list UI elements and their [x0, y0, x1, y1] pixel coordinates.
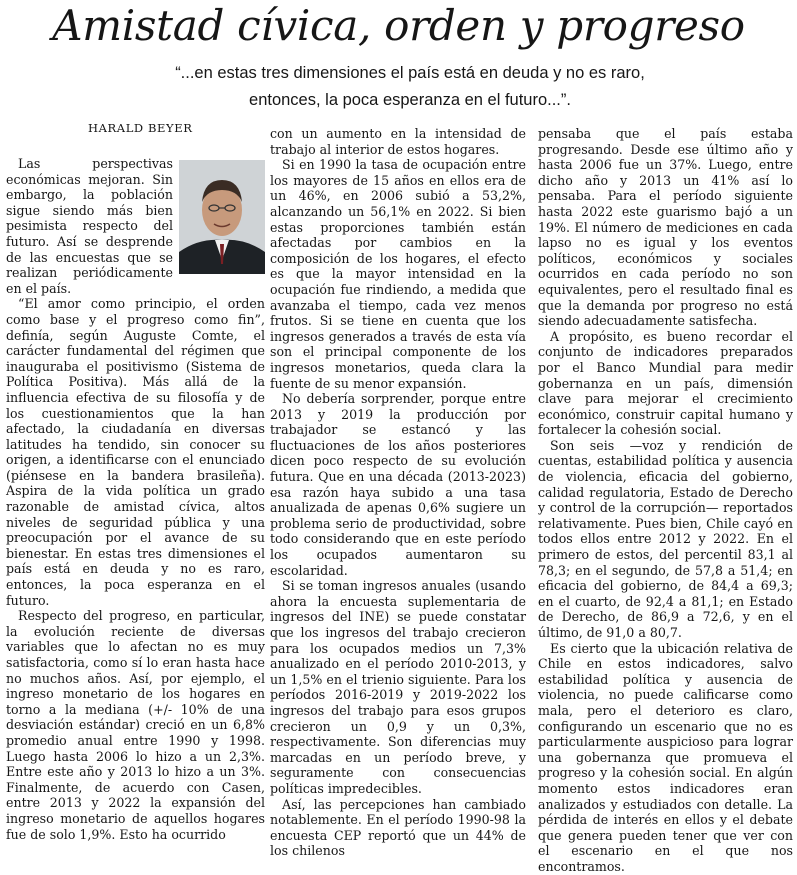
- author-byline: HARALD BEYER: [88, 121, 193, 135]
- paragraph: No debería sorprender, porque entre 2013 y 2019 la producción por trabajador se estancó y las fluctuaciones de los años posteriores dicen poco respecto de su evolución futura. Que en una década (2013-2023) esa razón haya subido a una tasa anualizada de apenas 0,6% sugiere un problema serio de productividad, sobre todo considerando que en este período los ocupados aumentaron su escolaridad.: [270, 391, 526, 578]
- author-photo: [179, 160, 265, 274]
- article-deck-quote: “...en estas tres dimensiones el país está en deuda y no es raro, entonces, la poca esperanza en el futuro...”.: [175, 64, 645, 109]
- paragraph: Es cierto que la ubicación relativa de Chile en estos indicadores, salvo estabilidad política y ausencia de violencia, no puede calificarse como mala, pero el deterioro es claro, configurando un escenario que no es particularmente auspicioso para lograr una gobernanza que promueva el progreso y la cohesión social. En algún momento estos indicadores eran analizados y estudiados con detalle. La pérdida de interés en ellos y el debate que genera pueden tener que ver con el escenario en el que nos encontramos.: [538, 640, 793, 874]
- article-column-1: [6, 156, 265, 842]
- paragraph: Respecto del progreso, en particular, la evolución reciente de diversas variables que lo afectan no es muy satisfactoria, como sí lo eran hasta hace no muchos años. Así, por ejemplo, el ingreso monetario de los hogares en torno a la mediana (+/- 10% de una desviación estándar) creció en un 6,8% promedio anual entre 1990 y 1998. Luego hasta 2006 lo hizo a un 2,3%. Entre este año y 2013 lo hizo a un 3%. Finalmente, de acuerdo con Casen, entre 2013 y 2022 la expansión del ingreso monetario de aquellos hogares fue de solo 1,9%. Esto ha ocurrido: [6, 608, 265, 842]
- article-column-2: [270, 126, 526, 859]
- article-column-3: [538, 126, 793, 875]
- article-title: Amistad cívica, orden y progreso: [52, 1, 745, 50]
- paragraph: con un aumento en la intensidad de trabajo al interior de estos hogares.: [270, 126, 526, 157]
- paragraph: A propósito, es bueno recordar el conjunto de indicadores preparados por el Banco Mundial para medir gobernanza en un país, dimensión clave para mejorar el crecimiento económico, construir capital humano y fortalecer la cohesión social.: [538, 328, 793, 438]
- paragraph: Así, las percepciones han cambiado notablemente. En el período 1990-98 la encuesta CEP reportó que un 44% de los chilenos: [270, 796, 526, 859]
- paragraph: Si en 1990 la tasa de ocupación entre los mayores de 15 años en ellos era de un 46%, en 2006 subió a 53,2%, alcanzando un 56,1% en 2022. Si bien estas proporciones también están afectadas por cambios en la composición de los hogares, el efecto es que la mayor intensidad en la ocupación fue rindiendo, a medida que avanzaba el tiempo, cada vez menos frutos. Si se tiene en cuenta que los ingresos generados a través de esta vía son el principal componente de los ingresos monetarios, queda clara la fuente de su menor expansión.: [270, 157, 526, 391]
- paragraph: Son seis —voz y rendición de cuentas, estabilidad política y ausencia de violencia, eficacia del gobierno, calidad regulatoria, Estado de Derecho y control de la corrupción— reportados relativamente. Pues bien, Chile cayó en todos ellos entre 2012 y 2022. En el primero de estos, del percentil 83,1 al 78,3; en el segundo, de 57,8 a 51,4; en eficacia del gobierno, de 84,4 a 69,3; en el cuarto, de 92,4 a 81,1; en Estado de Derecho, de 86,9 a 72,6, y en el último, de 91,0 a 80,7.: [538, 437, 793, 640]
- paragraph: pensaba que el país estaba progresando. Desde ese último año y hasta 2006 fue un 37%. Luego, entre dicho año y 2013 un 41% así lo pensaba. Para el período siguiente hasta 2022 este guarismo bajó a un 19%. El número de mediciones en cada lapso no es igual y los eventos políticos, económicos y sociales ocurridos en cada período no son equivalentes, pero el resultado final es que la demanda por progreso no está siendo adecuadamente satisfecha.: [538, 126, 793, 329]
- paragraph: Si se toman ingresos anuales (usando ahora la encuesta suplementaria de ingresos del INE) se puede constatar que los ingresos del trabajo crecieron para los ocupados medios un 7,3% anualizado en el período 2010-2013, y un 1,5% en el trienio siguiente. Para los períodos 2016-2019 y 2019-2022 los ingresos del trabajo para esos grupos crecieron un 0,9 y un 0,3%, respectivamente. Son diferencias muy marcadas en un período breve, y seguramente con consecuencias políticas impredecibles.: [270, 578, 526, 796]
- paragraph: “El amor como principio, el orden como base y el progreso como fin”, definía, según Auguste Comte, el carácter fundamental del régimen que inauguraba el positivismo (Sistema de Política Positiva). Más allá de la influencia efectiva de su filosofía y de los cuestionamientos que la han afectado, la ciudadanía en diversas latitudes ha tendido, sin conocer su origen, a identificarse con el enunciado (piénsese en la bandera brasileña). Aspira de la vida política un grado razonable de amistad cívica, altos niveles de seguridad pública y una preocupación por el avance de su bienestar. En estas tres dimensiones el país está en deuda y no es raro, entonces, la poca esperanza en el futuro.: [6, 296, 265, 608]
- paragraph: Las perspectivas económicas mejoran. Sin embargo, la población sigue siendo más bien pesimista respecto del futuro. Así se desprende de las encuestas que se realizan periódicamente en el país.: [6, 156, 173, 296]
